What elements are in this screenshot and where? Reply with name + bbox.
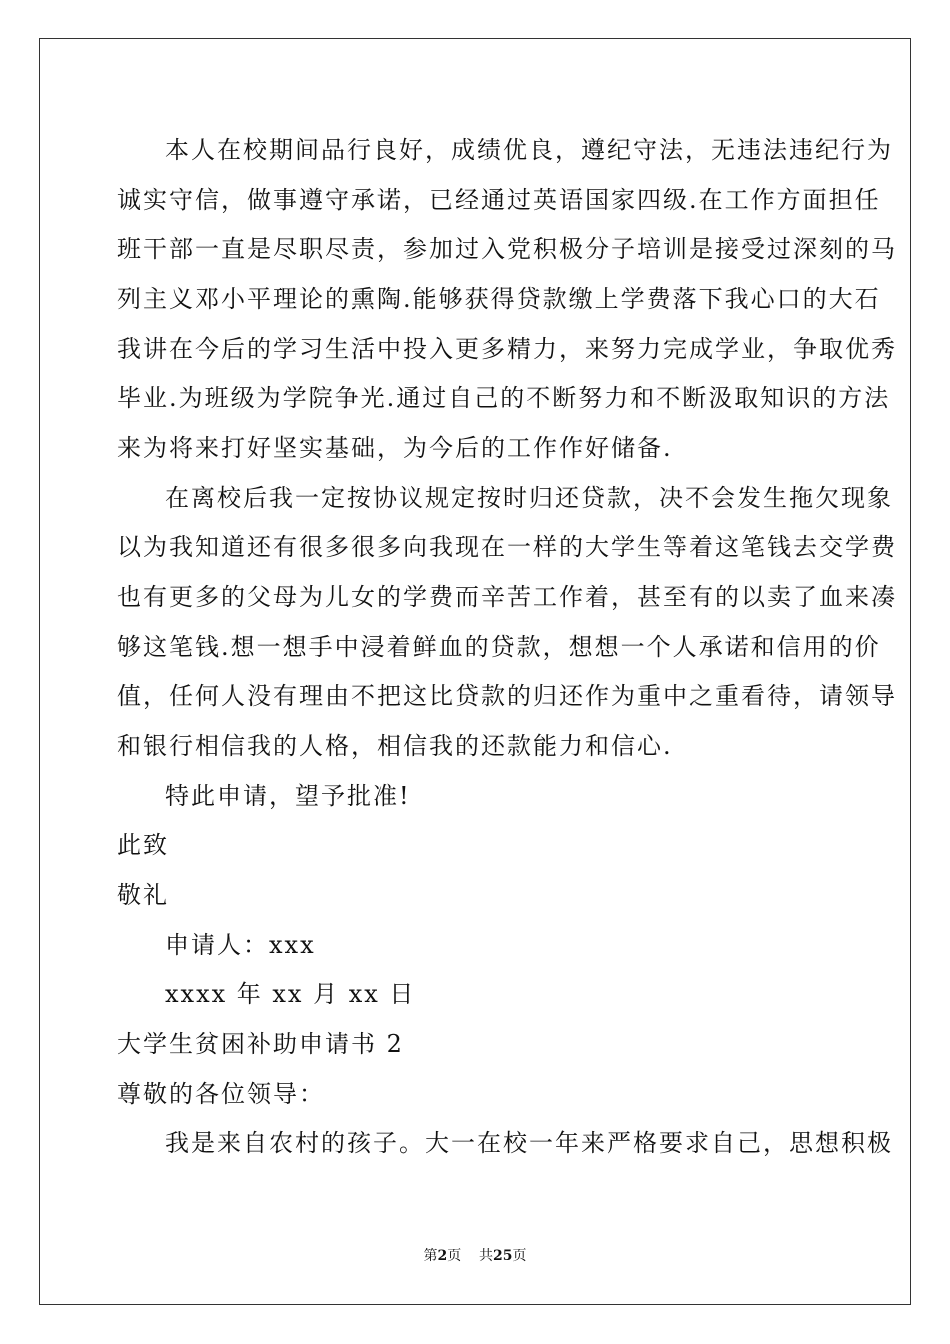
text-line: 毕业.为班级为学院争光.通过自己的不断努力和不断汲取知识的方法 <box>117 384 891 412</box>
text-line: 在离校后我一定按协议规定按时归还贷款，决不会发生拖欠现象 <box>165 484 893 512</box>
closing-request: 特此申请，望予批准! <box>165 782 411 810</box>
page-footer <box>0 1246 950 1266</box>
salutation-ci-zhi: 此致 <box>117 831 169 859</box>
text-line: 以为我知道还有很多很多向我现在一样的大学生等着这笔钱去交学费 <box>117 533 897 561</box>
footer-prefix: 第 <box>423 1248 438 1264</box>
greeting: 尊敬的各位领导： <box>117 1080 325 1108</box>
footer-total-unit: 页 <box>512 1248 527 1264</box>
section-title: 大学生贫困补助申请书 2 <box>117 1030 404 1058</box>
footer-page-unit: 页 <box>447 1248 462 1264</box>
text-line: 来为将来打好坚实基础，为今后的工作作好储备. <box>117 434 673 462</box>
text-line: 也有更多的父母为儿女的学费而辛苦工作着，甚至有的以卖了血来凑 <box>117 583 897 611</box>
text-line: 列主义邓小平理论的熏陶.能够获得贷款缴上学费落下我心口的大石 <box>117 285 881 313</box>
footer-page-number: 2 <box>437 1248 448 1264</box>
footer-total-pages: 25 <box>493 1248 513 1264</box>
text-line: 值，任何人没有理由不把这比贷款的归还作为重中之重看待，请领导 <box>117 682 897 710</box>
text-line: 够这笔钱.想一想手中浸着鲜血的贷款，想想一个人承诺和信用的价 <box>117 633 881 661</box>
text-line: 我讲在今后的学习生活中投入更多精力，来努力完成学业，争取优秀 <box>117 335 897 363</box>
applicant-signature: 申请人：xxx <box>165 931 316 959</box>
footer-total-prefix: 共 <box>479 1248 494 1264</box>
page-border <box>39 38 911 1305</box>
text-line: 我是来自农村的孩子。大一在校一年来严格要求自己，思想积极 <box>165 1129 893 1157</box>
text-line: 本人在校期间品行良好，成绩优良，遵纪守法，无违法违纪行为 <box>165 136 893 164</box>
salutation-jing-li: 敬礼 <box>117 881 169 909</box>
text-line: 班干部一直是尽职尽责，参加过入党积极分子培训是接受过深刻的马 <box>117 235 897 263</box>
signature-date: xxxx 年 xx 月 xx 日 <box>165 980 416 1008</box>
text-line: 诚实守信，做事遵守承诺，已经通过英语国家四级.在工作方面担任 <box>117 186 881 214</box>
text-line: 和银行相信我的人格，相信我的还款能力和信心. <box>117 732 673 760</box>
